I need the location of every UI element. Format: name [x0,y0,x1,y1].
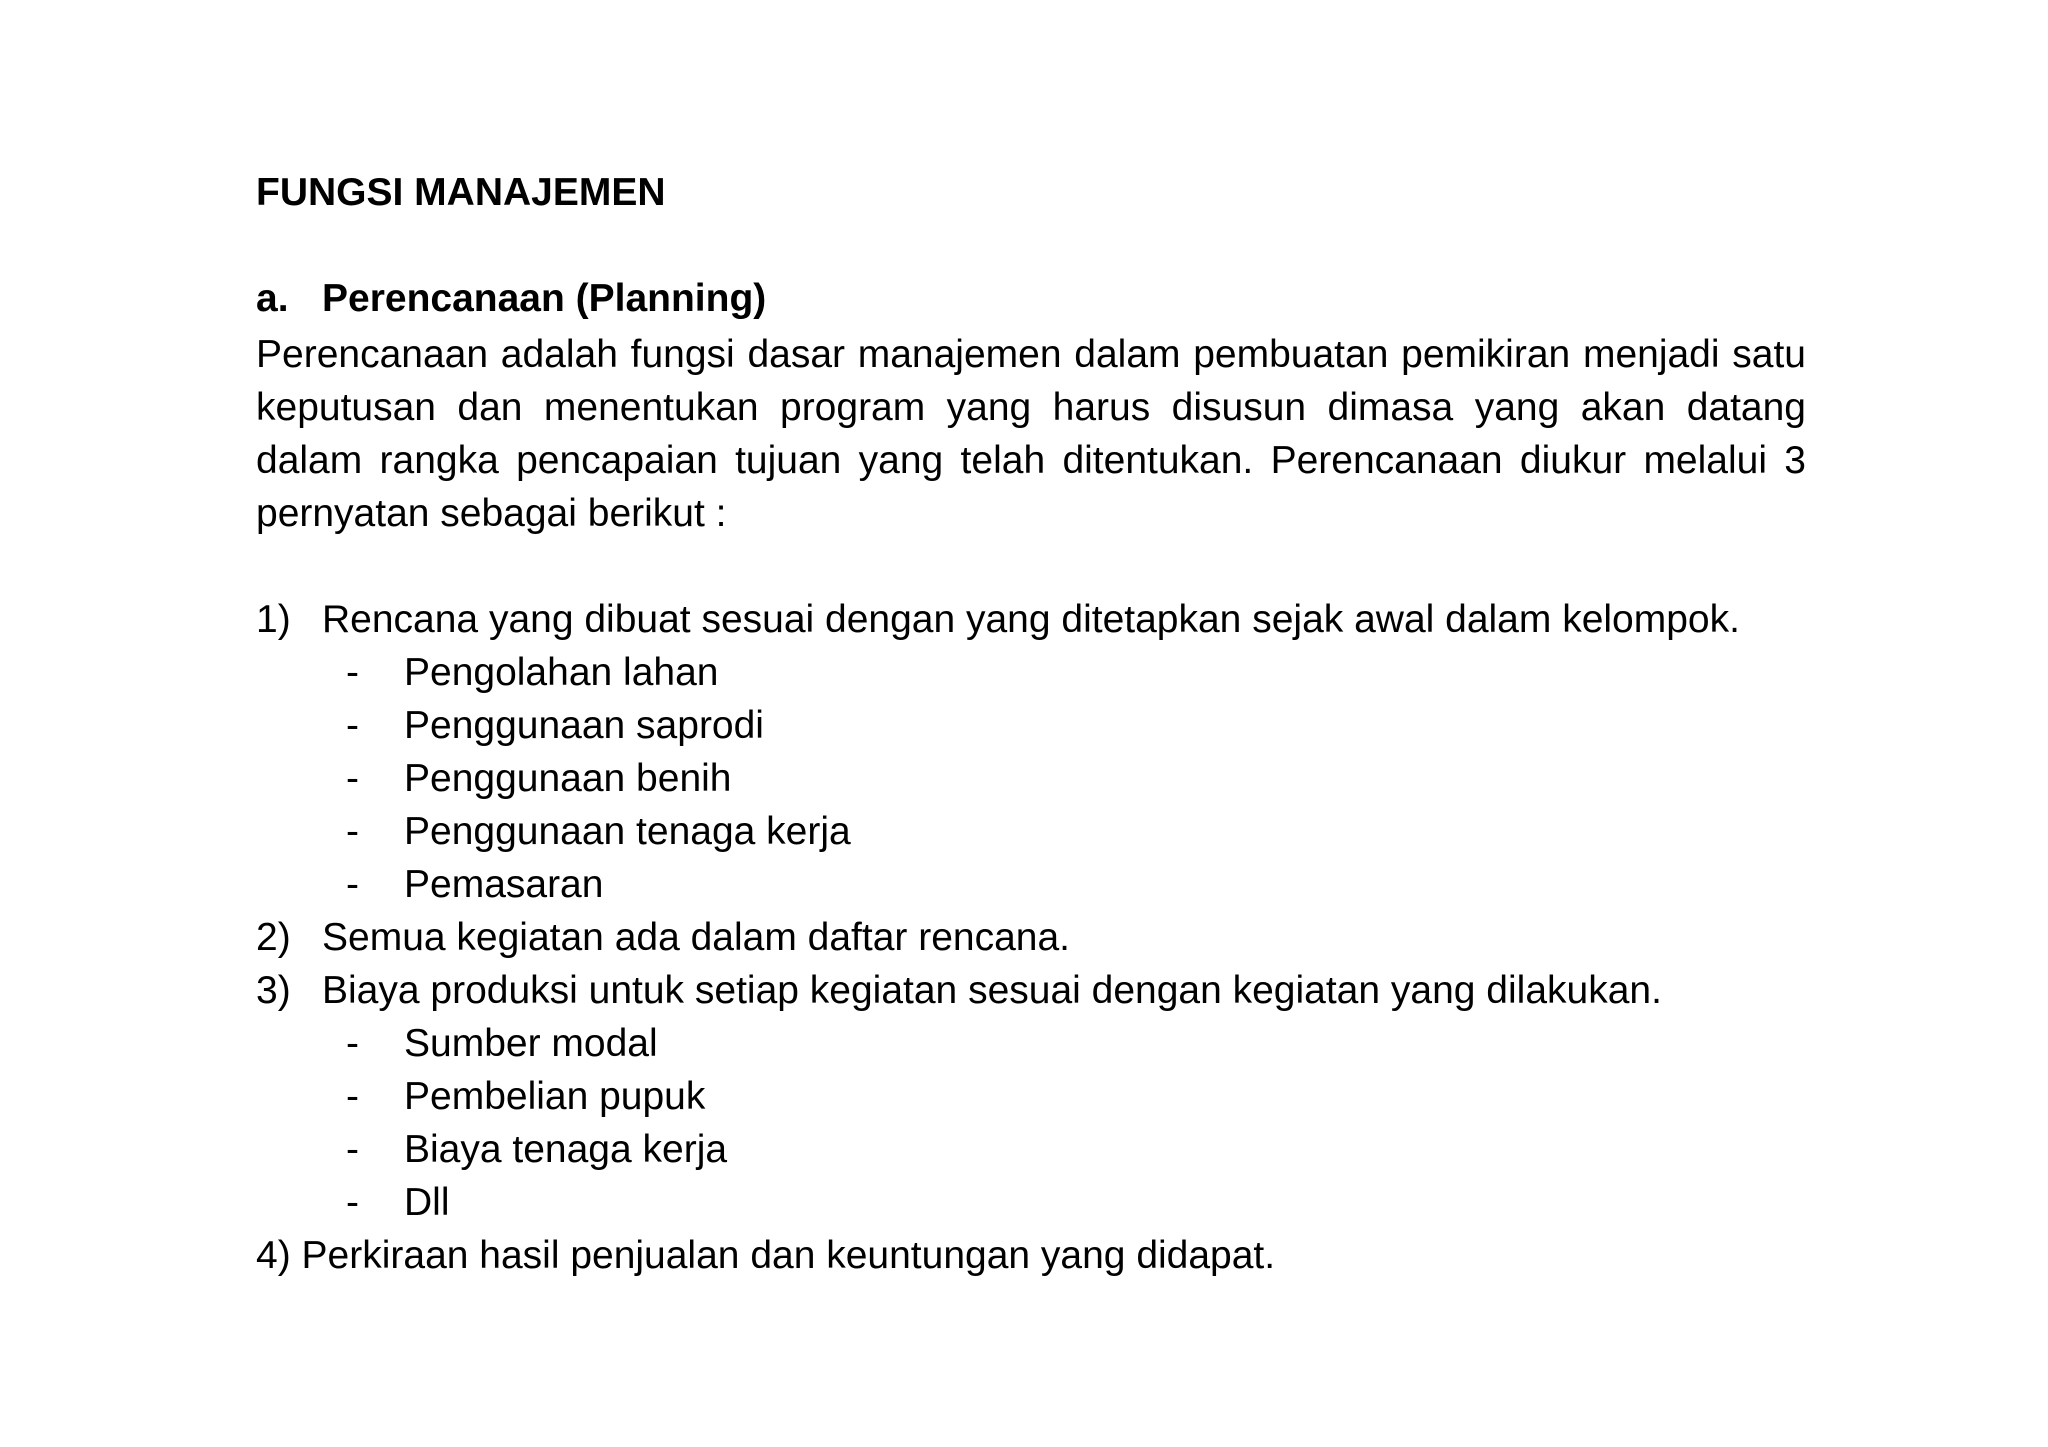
dash-bullet: - [346,1075,359,1118]
document-title: FUNGSI MANAJEMEN [256,171,666,214]
list-number: 2) [256,916,291,959]
sub-list-item [256,1070,1856,1123]
dash-bullet: - [346,810,359,853]
list-number: 3) [256,969,291,1012]
sub-list-item-text: Pengolahan lahan [404,651,719,694]
sub-list-item [256,1017,1856,1070]
list-number: 4) [256,1234,291,1277]
list-item-3 [256,964,1856,1017]
list-number: 1) [256,598,291,641]
sub-list-item-text: Penggunaan tenaga kerja [404,810,851,853]
sub-list-item [256,699,1856,752]
list-item-text: Rencana yang dibuat sesuai dengan yang ditetapkan sejak awal dalam kelompok. [322,598,1740,641]
dash-bullet: - [346,1022,359,1065]
list-item-text: Biaya produksi untuk setiap kegiatan sesuai dengan kegiatan yang dilakukan. [322,969,1662,1012]
sub-list-item-text: Penggunaan saprodi [404,704,764,747]
sub-list-item [256,646,1856,699]
sub-list-item [256,752,1856,805]
section-marker: a. [256,277,289,320]
sub-list-item-text: Pemasaran [404,863,604,906]
dash-bullet: - [346,1128,359,1171]
list-item-1 [256,593,1856,646]
sub-list-item [256,805,1856,858]
sub-list-item-text: Sumber modal [404,1022,658,1065]
dash-bullet: - [346,863,359,906]
sub-list-item-text: Pembelian pupuk [404,1075,706,1118]
sub-list-item-text: Penggunaan benih [404,757,732,800]
dash-bullet: - [346,757,359,800]
section-heading [256,274,766,324]
list-item-4 [256,1229,1856,1282]
dash-bullet: - [346,704,359,747]
sub-list-item-text: Biaya tenaga kerja [404,1128,728,1171]
section-paragraph: Perencanaan adalah fungsi dasar manajemen dalam pembuatan pemikiran menjadi satu keputusan dan menentukan program yang harus disusun dimasa yang akan datang dalam rangka pencapaian tujuan yang telah ditentukan. Perencanaan diukur melalui 3 pernyatan sebagai berikut : [256,333,1806,535]
list-item-text: Semua kegiatan ada dalam daftar rencana. [322,916,1070,959]
list-item-text: Perkiraan hasil penjualan dan keuntungan yang didapat. [301,1234,1276,1277]
dash-bullet: - [346,1181,359,1224]
sub-list-item-text: Dll [404,1181,450,1224]
section-heading-text: Perencanaan (Planning) [322,277,767,320]
list-item-2 [256,911,1856,964]
sub-list-item [256,858,1856,911]
sub-list-item [256,1123,1856,1176]
dash-bullet: - [346,651,359,694]
numbered-list [256,593,1856,1282]
sub-list-item [256,1176,1856,1229]
